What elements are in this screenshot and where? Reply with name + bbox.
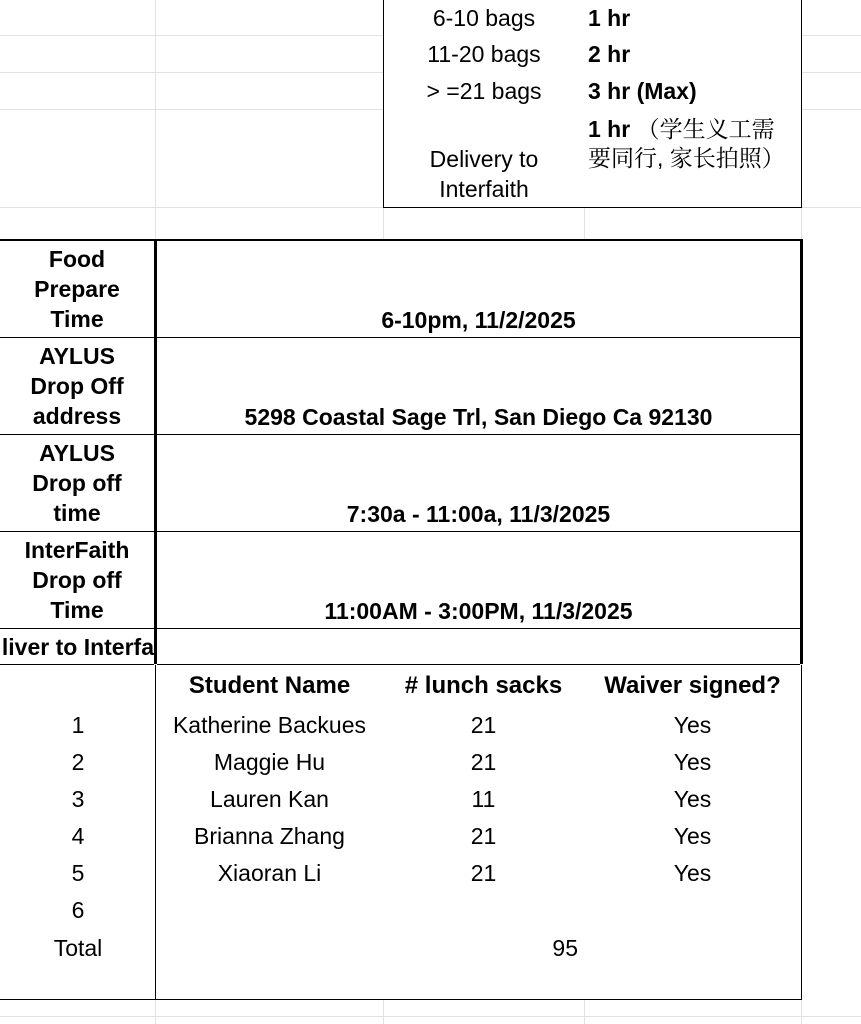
food-prepare-label[interactable] xyxy=(0,241,154,338)
total-sacks-cell[interactable] xyxy=(383,929,585,968)
waiver-status: Yes xyxy=(673,785,712,812)
rate-hours-cell[interactable] xyxy=(584,35,802,73)
rate-hours-text: 2 hr xyxy=(588,40,631,67)
delivery-hours-cell[interactable] xyxy=(584,109,802,208)
row-number-cell[interactable] xyxy=(0,854,156,892)
lunch-sacks: 21 xyxy=(470,748,497,775)
lunch-sacks: 21 xyxy=(470,859,497,886)
waiver-cell[interactable] xyxy=(584,854,802,892)
row-number-cell[interactable] xyxy=(0,706,156,744)
delivery-label-cell[interactable] xyxy=(383,109,585,208)
student-name: Maggie Hu xyxy=(213,748,326,775)
aylus-time-value-text: 7:30a - 11:00a, 11/3/2025 xyxy=(346,501,611,527)
interfaith-time-label-text: InterFaith Drop off Time xyxy=(24,537,130,623)
header-waiver-signed[interactable] xyxy=(584,665,802,707)
rate-bags-cell[interactable] xyxy=(383,35,585,73)
aylus-address-value-text: 5298 Coastal Sage Trl, San Diego Ca 92130 xyxy=(244,404,713,430)
empty-cell[interactable] xyxy=(0,967,156,1000)
row-number: 2 xyxy=(71,748,85,775)
row-number-cell[interactable] xyxy=(0,891,156,930)
row-number: 4 xyxy=(71,822,85,849)
aylus-address-label[interactable] xyxy=(0,338,154,435)
total-name-cell[interactable] xyxy=(155,929,384,968)
lunch-sacks-cell[interactable] xyxy=(383,706,585,744)
waiver-status: Yes xyxy=(673,859,712,886)
interfaith-time-value[interactable] xyxy=(157,532,800,629)
total-waiver-cell[interactable] xyxy=(584,929,802,968)
deliver-to-interfaith-value[interactable] xyxy=(157,629,800,665)
aylus-address-value[interactable] xyxy=(157,338,800,435)
aylus-address-label-text: AYLUS Drop Off address xyxy=(30,343,124,429)
rate-hours-cell[interactable] xyxy=(584,0,802,36)
interfaith-time-value-text: 11:00AM - 3:00PM, 11/3/2025 xyxy=(324,598,633,624)
lunch-sacks-cell[interactable] xyxy=(383,891,585,930)
lunch-sacks-cell[interactable] xyxy=(383,743,585,781)
waiver-status: Yes xyxy=(673,711,712,738)
rate-bags-cell[interactable] xyxy=(383,72,585,110)
total-sacks-value: 95 xyxy=(552,935,578,961)
header-waiver-signed-text: Waiver signed? xyxy=(604,671,781,699)
deliver-to-interfaith-text: liver to Interfa xyxy=(1,633,154,660)
food-prepare-value[interactable] xyxy=(157,241,800,338)
rate-bags-text: 6-10 bags xyxy=(432,4,536,31)
header-number-cell[interactable] xyxy=(0,665,156,707)
header-lunch-sacks-text: # lunch sacks xyxy=(404,671,563,699)
delivery-label-text: Delivery to Interfaith xyxy=(429,146,539,202)
waiver-cell[interactable] xyxy=(584,706,802,744)
interfaith-time-label[interactable] xyxy=(0,532,154,629)
student-name-cell[interactable] xyxy=(155,706,384,744)
lunch-sacks: 21 xyxy=(470,822,497,849)
student-name-cell[interactable] xyxy=(155,780,384,818)
row-number: 6 xyxy=(71,897,85,923)
header-lunch-sacks[interactable] xyxy=(383,665,585,707)
student-name: Brianna Zhang xyxy=(194,822,345,849)
aylus-time-value[interactable] xyxy=(157,435,800,532)
rate-hours-text: 3 hr (Max) xyxy=(588,77,697,104)
waiver-cell[interactable] xyxy=(584,743,802,781)
student-name-cell[interactable] xyxy=(155,854,384,892)
lunch-sacks-cell[interactable] xyxy=(383,854,585,892)
waiver-status: Yes xyxy=(673,822,712,849)
deliver-to-interfaith-label[interactable] xyxy=(0,629,154,665)
lunch-sacks: 11 xyxy=(471,785,496,812)
row-number-cell[interactable] xyxy=(0,817,156,855)
row-number: 1 xyxy=(71,711,85,738)
total-label-cell[interactable] xyxy=(0,929,156,968)
food-prepare-value-text: 6-10pm, 11/2/2025 xyxy=(381,307,576,333)
row-number-cell[interactable] xyxy=(0,780,156,818)
header-student-name[interactable] xyxy=(155,665,384,707)
student-name: Xiaoran Li xyxy=(217,859,322,886)
empty-cell[interactable] xyxy=(155,967,384,1000)
lunch-sacks-cell[interactable] xyxy=(383,817,585,855)
student-name-cell[interactable] xyxy=(155,891,384,930)
rate-bags-text: > =21 bags xyxy=(426,77,542,104)
aylus-time-label-text: AYLUS Drop off time xyxy=(32,440,122,526)
rate-bags-text: 11-20 bags xyxy=(427,40,541,67)
header-student-name-text: Student Name xyxy=(188,671,351,699)
row-number: 5 xyxy=(71,859,85,886)
delivery-hours-bold: 1 hr xyxy=(588,116,631,142)
aylus-time-label[interactable] xyxy=(0,435,154,532)
student-name: Katherine Backues xyxy=(172,711,367,738)
rate-hours-cell[interactable] xyxy=(584,72,802,110)
empty-cell[interactable] xyxy=(584,967,802,1000)
student-name: Lauren Kan xyxy=(210,785,329,812)
delivery-hours-note: （学生义工需要同行, 家长拍照） xyxy=(588,116,785,171)
delivery-hours-text xyxy=(588,115,797,173)
waiver-cell[interactable] xyxy=(584,891,802,930)
row-number: 3 xyxy=(71,785,85,812)
waiver-cell[interactable] xyxy=(584,817,802,855)
empty-cell[interactable] xyxy=(383,967,585,1000)
waiver-cell[interactable] xyxy=(584,780,802,818)
rate-hours-text: 1 hr xyxy=(588,4,631,31)
food-prepare-label-text: Food Prepare Time xyxy=(34,246,120,332)
lunch-sacks-cell[interactable] xyxy=(383,780,585,818)
student-name-cell[interactable] xyxy=(155,743,384,781)
waiver-status: Yes xyxy=(673,748,712,775)
lunch-sacks: 21 xyxy=(470,711,497,738)
row-number-cell[interactable] xyxy=(0,743,156,781)
student-name-cell[interactable] xyxy=(155,817,384,855)
total-label: Total xyxy=(53,935,103,961)
rate-bags-cell[interactable] xyxy=(383,0,585,36)
